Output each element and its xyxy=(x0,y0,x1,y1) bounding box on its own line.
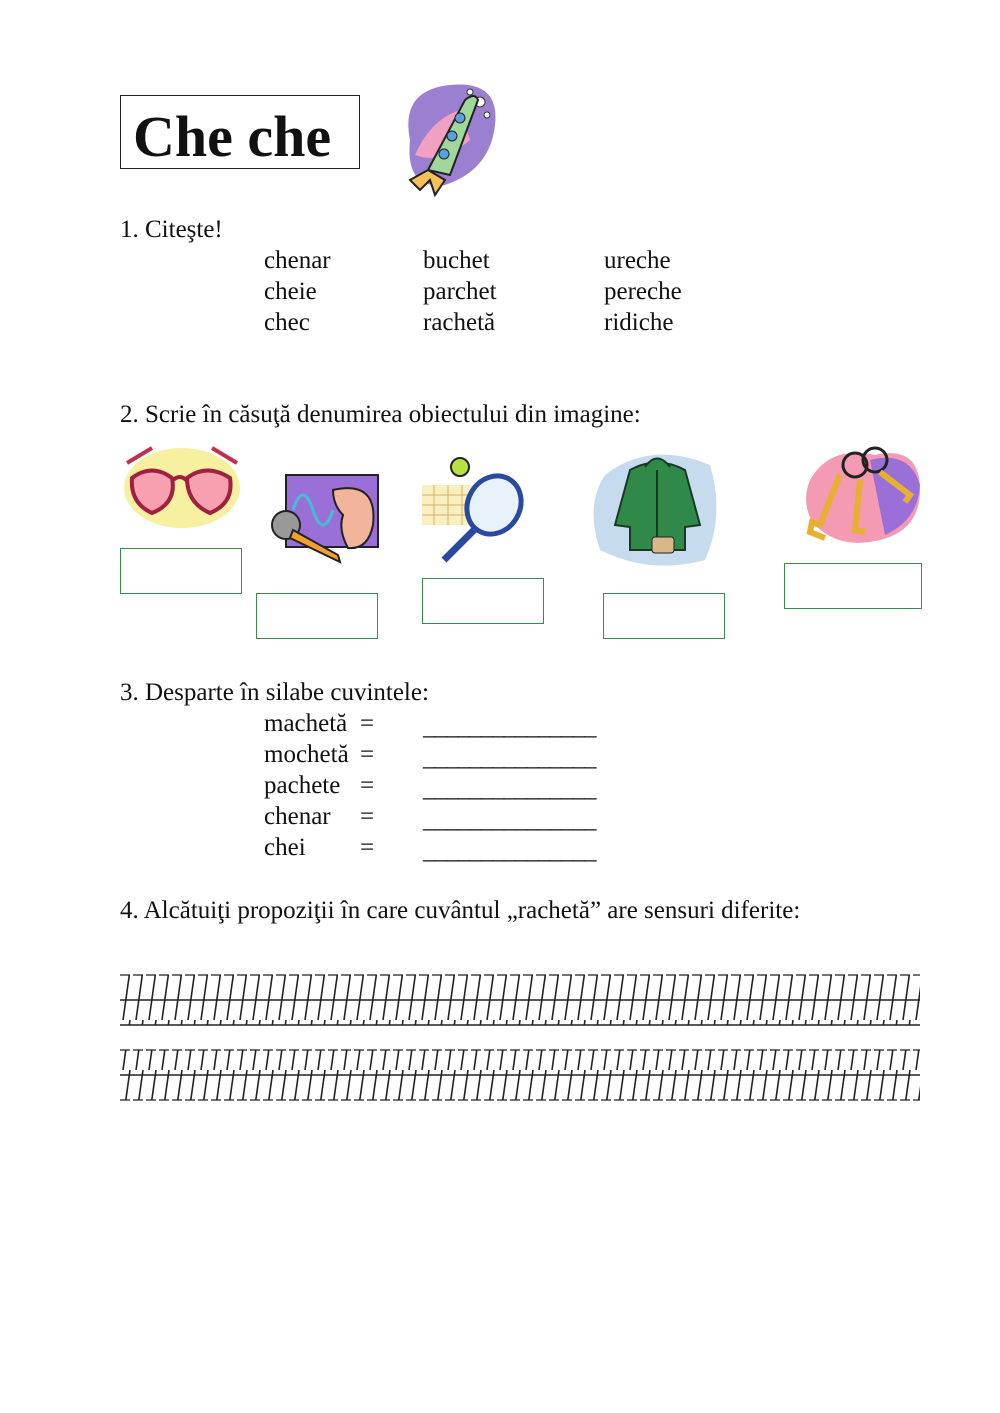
syllable-word: mochetă xyxy=(264,741,349,768)
word-list-item: ureche xyxy=(604,247,671,274)
word-list-item: buchet xyxy=(423,247,490,274)
word-list-item: pereche xyxy=(604,278,682,305)
word-list-item: chec xyxy=(264,309,310,336)
keys-icon xyxy=(800,440,925,550)
equals-sign: = xyxy=(360,834,375,861)
answer-box-racket[interactable] xyxy=(422,578,544,624)
ear-icon xyxy=(268,470,383,565)
answer-box-keys[interactable] xyxy=(784,563,922,609)
word-list-item: chenar xyxy=(264,247,331,274)
equals-sign: = xyxy=(360,741,375,768)
syllable-word: machetă xyxy=(264,710,348,737)
rocket-icon xyxy=(390,80,500,200)
syllable-word: chei xyxy=(264,834,306,861)
syllable-word: pachete xyxy=(264,772,341,799)
syllable-blank[interactable]: _______________ xyxy=(423,837,596,864)
syllable-blank[interactable]: _______________ xyxy=(423,775,596,802)
tennis-racket-icon xyxy=(422,455,527,565)
syllable-blank[interactable]: _______________ xyxy=(423,744,596,771)
exercise-3-heading: 3. Desparte în silabe cuvintele: xyxy=(120,679,429,706)
word-list-item: parchet xyxy=(423,278,497,305)
word-list-item: rachetă xyxy=(423,309,496,336)
exercise-1-heading: 1. Citeşte! xyxy=(120,216,223,243)
equals-sign: = xyxy=(360,710,375,737)
syllable-blank[interactable]: _______________ xyxy=(423,713,596,740)
word-list-item: cheie xyxy=(264,278,317,305)
equals-sign: = xyxy=(360,772,375,799)
exercise-4-heading: 4. Alcătuiţi propoziţii în care cuvântul „rachetă” are sensuri diferite: xyxy=(120,897,801,924)
answer-box-jacket[interactable] xyxy=(603,593,725,639)
equals-sign: = xyxy=(360,803,375,830)
syllable-word: chenar xyxy=(264,803,331,830)
answer-box-ear[interactable] xyxy=(256,593,378,639)
answer-box-glasses[interactable] xyxy=(120,548,242,594)
page-title: Che che xyxy=(133,104,332,169)
jacket-icon xyxy=(590,445,725,570)
word-list-item: ridiche xyxy=(604,309,674,336)
glasses-icon xyxy=(122,443,242,533)
handwriting-lines[interactable] xyxy=(120,970,920,1130)
syllable-blank[interactable]: _______________ xyxy=(423,806,596,833)
exercise-2-heading: 2. Scrie în căsuţă denumirea obiectului din imagine: xyxy=(120,401,641,428)
